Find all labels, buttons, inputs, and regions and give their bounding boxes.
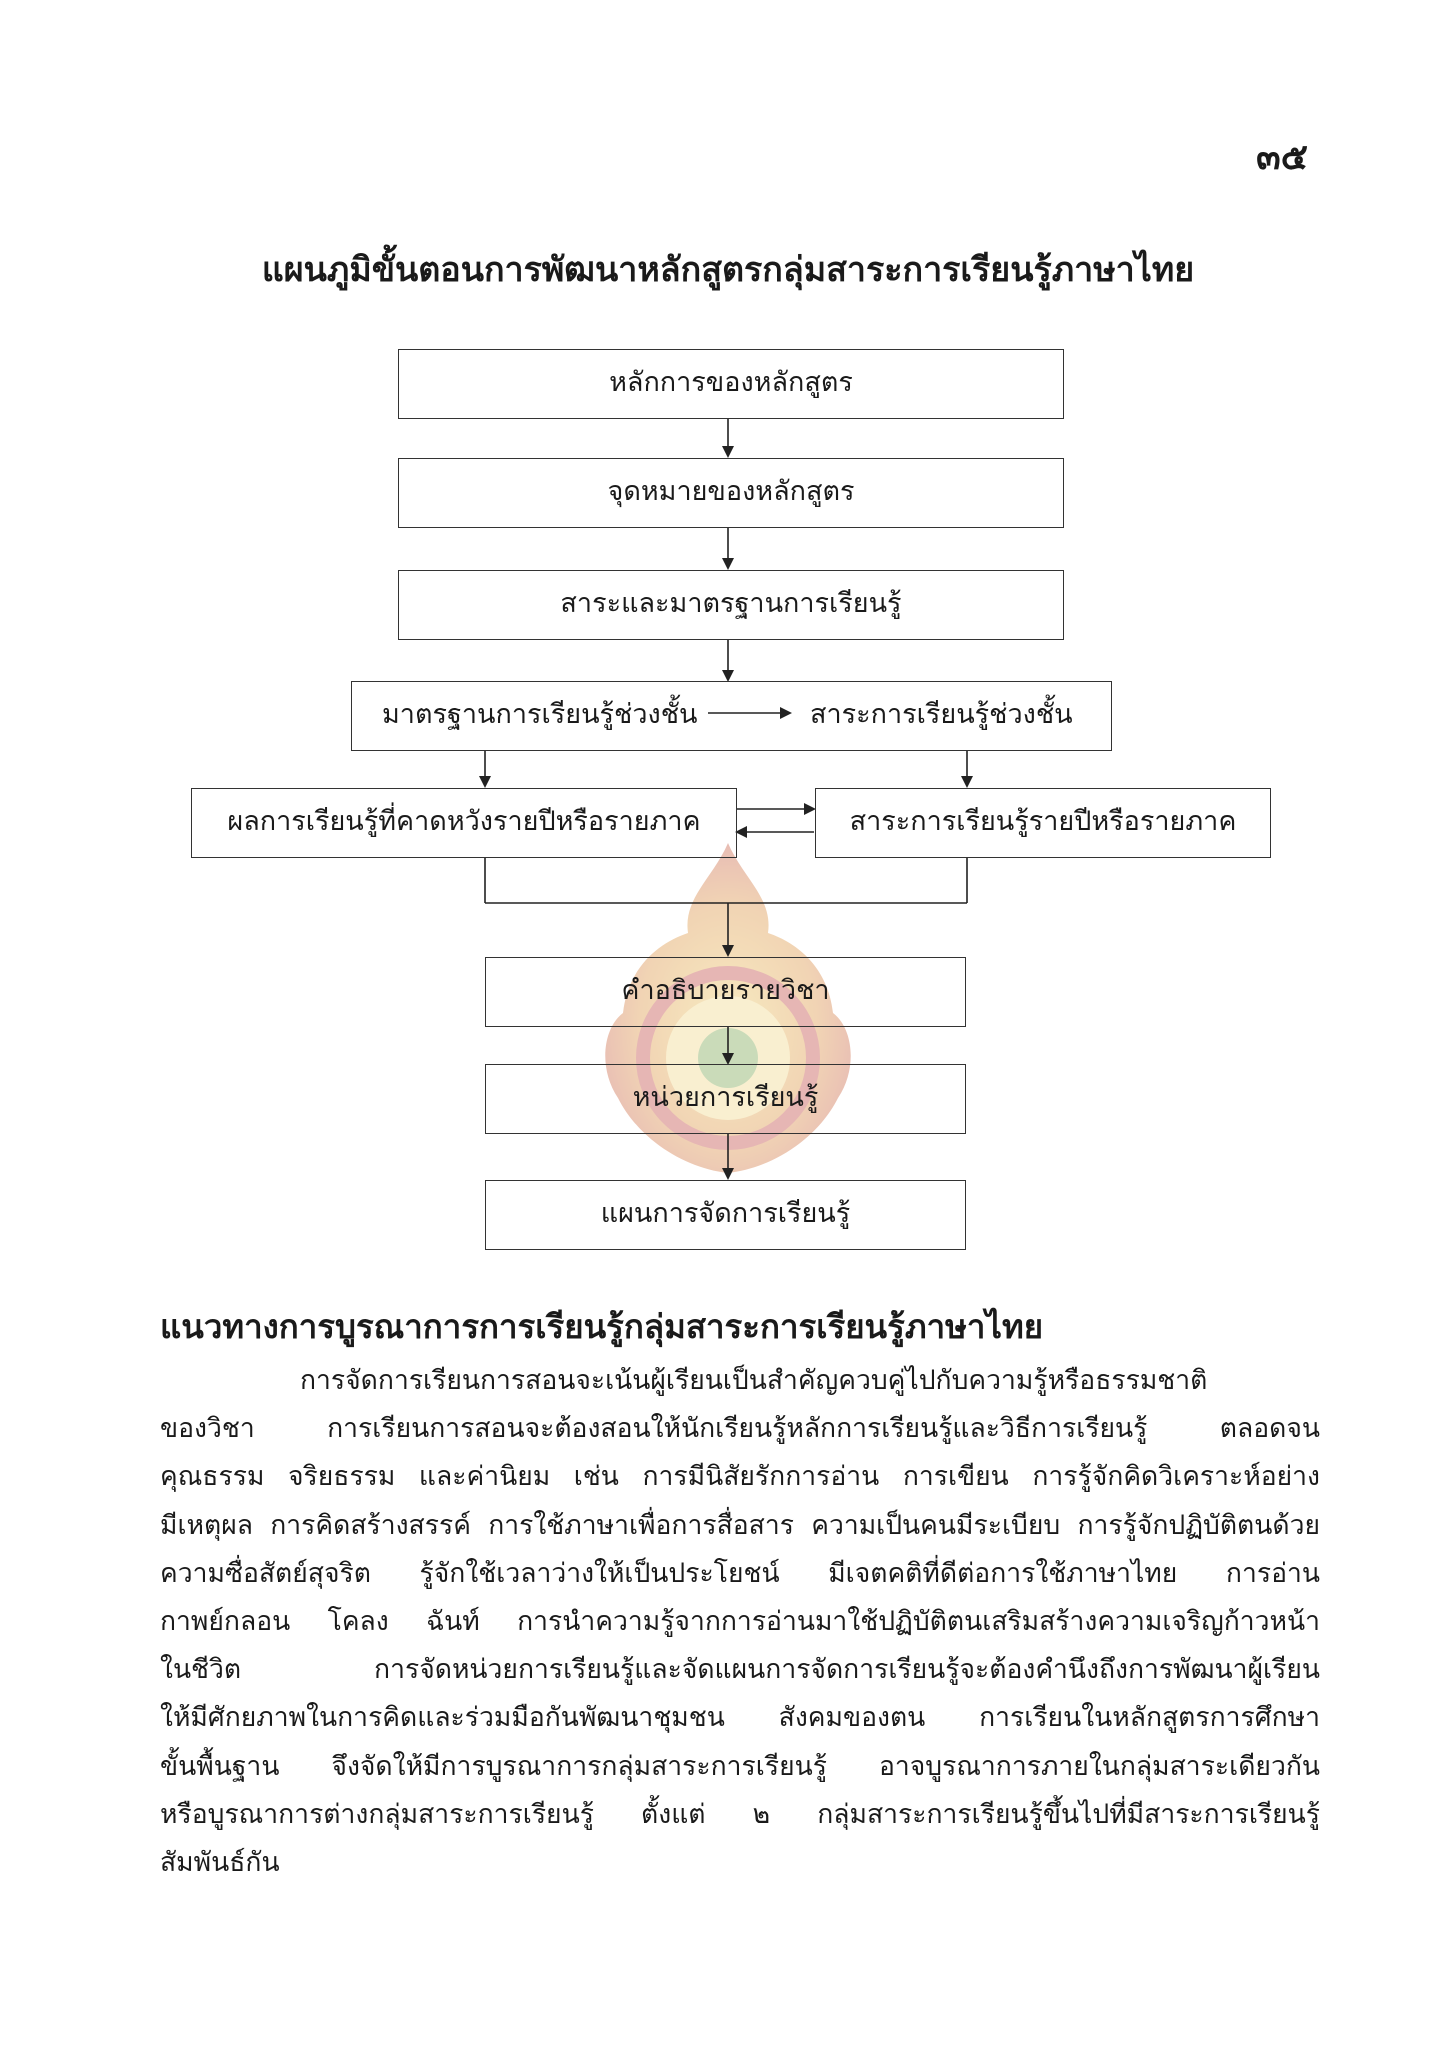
flow-label-lesson-plans: แผนการจัดการเรียนรู้ <box>600 1198 851 1229</box>
paragraph-line: การจัดการเรียนการสอนจะเน้นผู้เรียนเป็นสำคัญควบคู่ไปกับความรู้หรือธรรมชาติ <box>300 1365 1208 1396</box>
page-title: แผนภูมิขั้นตอนการพัฒนาหลักสูตรกลุ่มสาระการเรียนรู้ภาษาไทย <box>261 250 1195 290</box>
paragraph-line: สัมพันธ์กัน <box>160 1846 280 1878</box>
flow-label-curriculum-goals: จุดหมายของหลักสูตร <box>607 476 855 507</box>
paragraph-line: ให้มีศักยภาพในการคิดและร่วมมือกันพัฒนาชุมชน สังคมของตน การเรียนในหลักสูตรการศึกษา <box>160 1702 1320 1734</box>
flow-label-level-standards: มาตรฐานการเรียนรู้ช่วงชั้น <box>382 699 698 730</box>
flow-label-learning-units: หน่วยการเรียนรู้ <box>632 1082 819 1113</box>
flow-label-course-description: คำอธิบายรายวิชา <box>621 975 830 1006</box>
page-number: ๓๕ <box>1256 137 1308 178</box>
paragraph-line: กาพย์กลอน โคลง ฉันท์ การนำความรู้จากการอ่านมาใช้ปฏิบัติตนเสริมสร้างความเจริญก้าวหน้า <box>160 1605 1320 1637</box>
flow-label-expected-outcomes: ผลการเรียนรู้ที่คาดหวังรายปีหรือรายภาค <box>227 806 701 837</box>
flow-label-curriculum-principles: หลักการของหลักสูตร <box>609 367 853 398</box>
flow-label-yearly-content: สาระการเรียนรู้รายปีหรือรายภาค <box>849 806 1237 837</box>
paragraph-line: ความซื่อสัตย์สุจริต รู้จักใช้เวลาว่างให้เป็นประโยชน์ มีเจตคติที่ดีต่อการใช้ภาษาไทย การอ่าน <box>160 1557 1320 1589</box>
paragraph-line: ขั้นพื้นฐาน จึงจัดให้มีการบูรณาการกลุ่มสาระการเรียนรู้ อาจบูรณาการภายในกลุ่มสาระเดียวกัน <box>160 1750 1320 1782</box>
body-paragraph <box>160 1357 1320 1887</box>
paragraph-line: ในชีวิต การจัดหน่วยการเรียนรู้และจัดแผนการจัดการเรียนรู้จะต้องคำนึงถึงการพัฒนาผู้เรียน <box>160 1654 1320 1686</box>
paragraph-line: หรือบูรณาการต่างกลุ่มสาระการเรียนรู้ ตั้งแต่ ๒ กลุ่มสาระการเรียนรู้ขึ้นไปที่มีสาระการเรียนรู้ <box>160 1798 1320 1830</box>
paragraph-line: ของวิชา การเรียนการสอนจะต้องสอนให้นักเรียนรู้หลักการเรียนรู้และวิธีการเรียนรู้ ตลอดจน <box>160 1413 1320 1445</box>
paragraph-line: มีเหตุผล การคิดสร้างสรรค์ การใช้ภาษาเพื่อการสื่อสาร ความเป็นคนมีระเบียบ การรู้จักปฏิบัติตนด้วย <box>160 1509 1320 1541</box>
flow-label-level-content: สาระการเรียนรู้ช่วงชั้น <box>810 699 1073 730</box>
section-heading: แนวทางการบูรณาการการเรียนรู้กลุ่มสาระการเรียนรู้ภาษาไทย <box>160 1307 1044 1346</box>
flow-label-content-standards: สาระและมาตรฐานการเรียนรู้ <box>560 588 902 619</box>
paragraph-line: คุณธรรม จริยธรรม และค่านิยม เช่น การมีนิสัยรักการอ่าน การเขียน การรู้จักคิดวิเคราะห์อย่าง <box>160 1461 1320 1493</box>
